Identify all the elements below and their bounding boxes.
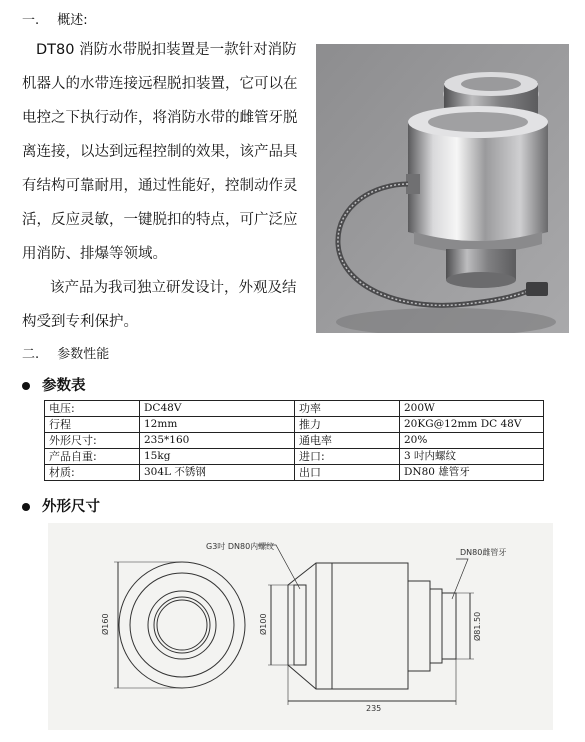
spec-value: 235*160 [140,433,295,449]
intro-line: 有结构可靠耐用，通过性能好，控制动作灵 [22,178,298,194]
intro-line: 构受到专利保护。 [22,314,138,330]
table-row [45,465,544,481]
cable-connector [406,174,420,194]
cable-plug [526,282,548,296]
section-2-title: 参数性能 [57,347,110,362]
intro-line: DT80 消防水带脱扣装置是一款针对消防 [36,42,297,58]
front-inner-circle [148,591,216,659]
table-row [45,449,544,465]
technical-drawing [48,523,553,730]
dimension-heading [22,495,100,516]
product-photo [316,44,569,333]
label-outlet: DN80雌管牙 [460,548,507,557]
spec-label: 产品自重: [45,449,140,465]
outlet-face [446,272,516,288]
outlet-step-3 [442,593,456,659]
spec-label: 进口: [295,449,400,465]
intro-line: 离连接，以达到远程控制的效果，该产品具 [22,144,298,160]
intro-line: 电控之下执行动作，将消防水带的雌管牙脱 [22,110,298,126]
section-1-heading [22,9,88,28]
section-2-number: 二. [22,347,40,362]
intro-line: 该产品为我司独立研发设计，外观及结 [50,280,297,296]
spec-value: 200W [400,401,544,417]
main-body [408,122,548,241]
outlet-step-1 [408,581,430,671]
spec-value: 20KG@12mm DC 48V [400,417,544,433]
spec-label: 外形尺寸: [45,433,140,449]
spec-label: 材质: [45,465,140,481]
spec-label: 行程 [45,417,140,433]
table-row [45,433,544,449]
spec-value: 3 吋内螺纹 [400,449,544,465]
intro-line: 机器人的水带连接远程脱扣装置，它可以在 [22,76,298,92]
section-1-title: 概述: [57,13,88,28]
spec-value: 12mm [140,417,295,433]
intro-line: 活，反应灵敏，一键脱扣的特点，可广泛应 [22,212,298,228]
top-cap-hole [461,77,521,91]
spec-heading-text: 参数表 [42,378,86,394]
bullet-icon [22,382,30,390]
dim-label-160: Ø160 [101,613,110,635]
spec-value: 15kg [140,449,295,465]
spec-label: 出口 [295,465,400,481]
main-body-top-inner [428,112,528,132]
dimension-heading-text: 外形尺寸 [42,499,100,515]
spec-label: 推力 [295,417,400,433]
drawing-canvas [48,523,553,730]
intro-line: 用消防、排爆等领域。 [22,246,167,262]
spec-table [44,400,544,481]
bullet-icon [22,503,30,511]
spec-label: 通电率 [295,433,400,449]
label-inlet: G3吋 DN80内螺纹 [206,542,275,551]
section-2-heading [22,343,109,362]
spec-value: DN80 雄管牙 [400,465,544,481]
dim-label-235: 235 [366,704,382,713]
spec-value: 304L 不锈钢 [140,465,295,481]
front-outer-circle [119,562,245,688]
spec-label: 功率 [295,401,400,417]
front-bore-inner-circle [157,600,207,650]
outlet-step-2 [430,589,442,663]
front-bore-circle [154,597,210,653]
spec-heading [22,374,86,395]
section-1-number: 一. [22,13,40,28]
leader-inlet [258,545,300,589]
table-row [45,417,544,433]
spec-label: 电压: [45,401,140,417]
table-row [45,401,544,417]
front-mid-circle [130,573,234,677]
intro-paragraph [22,33,298,339]
inlet-thread-area [294,585,306,665]
spec-value: 20% [400,433,544,449]
spec-value: DC48V [140,401,295,417]
dim-label-81: Ø81.50 [473,611,482,641]
dim-label-100: Ø100 [259,613,268,635]
